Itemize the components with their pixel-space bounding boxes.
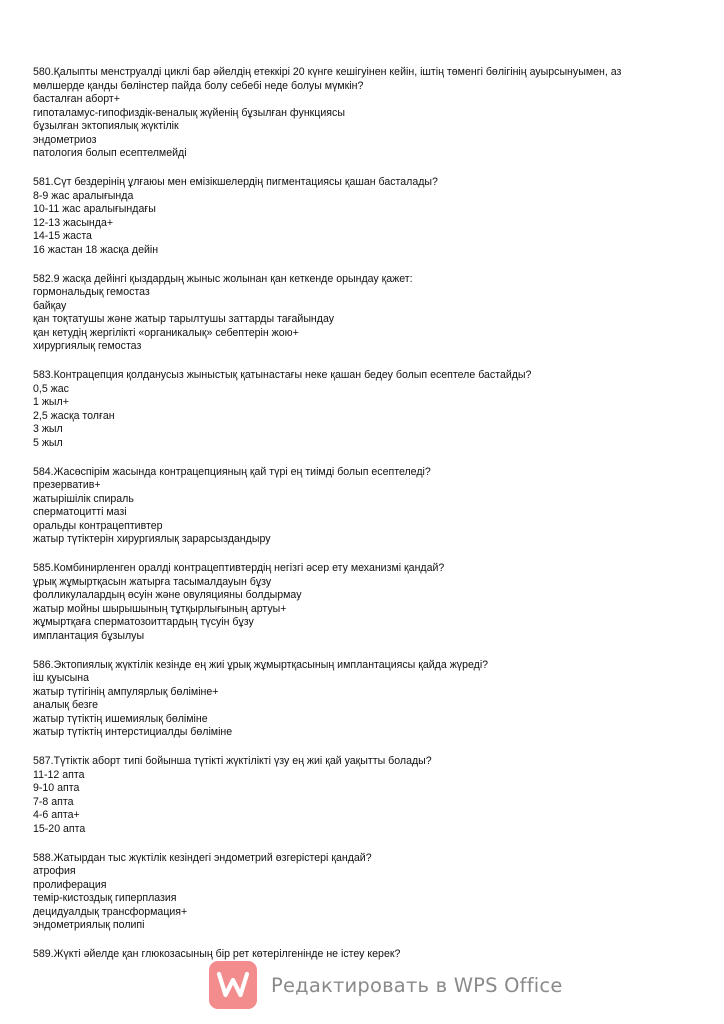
question-583 xyxy=(33,369,693,450)
answer-option: жатыр түтіктің интерстициалды бөлiмiне xyxy=(33,726,233,738)
answer-option: эндометриоз xyxy=(33,133,97,146)
answer-option: гормональдық гемостаз xyxy=(33,286,150,298)
question-text: 586.Эктопиялық жүктілік кезінде ең жиі ұрық жұмыртқасының имплантациясы қайда жүреді? xyxy=(33,658,489,671)
answer-option: пролиферация xyxy=(33,878,107,891)
question-text: 584.Жасөспірім жасында контрацепцияның қай түрі ең тиімді болып есептеледі? xyxy=(33,465,431,478)
question-582 xyxy=(33,273,693,354)
answer-option: оральды контрацептивтер xyxy=(33,519,163,532)
answer-option: 12-13 жасында+ xyxy=(33,216,114,229)
answer-option: іш қуысына xyxy=(33,672,89,684)
question-text: 582.9 жасқа дейінгі қыздардың жыныс жолынан қан кеткенде орындау қажет: xyxy=(33,272,413,285)
answer-option: 5 жыл xyxy=(33,436,63,449)
answer-option: бұзылған эктопиялық жүктілік xyxy=(33,120,179,132)
answer-option: басталған аборт+ xyxy=(33,93,120,105)
answer-option: 3 жыл xyxy=(33,423,63,435)
answer-option: децидуалдық трансформация+ xyxy=(33,905,188,918)
answer-option: презерватив+ xyxy=(33,479,101,491)
answer-option: сперматоцитті мазі xyxy=(33,506,127,518)
question-text: 588.Жатырдан тыс жүктілік кезіндегі эндометрий өзгерістері қандай? xyxy=(33,851,372,864)
question-588 xyxy=(33,852,693,933)
document-page xyxy=(33,66,693,977)
question-text-continued: мөлшерде қанды бөлінстер пайда болу себебі неде болуы мүмкін? xyxy=(33,79,364,92)
question-585 xyxy=(33,562,693,643)
answer-option: 4-6 апта+ xyxy=(33,809,80,821)
answer-option: аналық безге xyxy=(33,699,98,711)
answer-option: 16 жастан 18 жасқа дейін xyxy=(33,243,159,256)
question-589 xyxy=(33,948,693,962)
answer-option: хирургиялық гемостаз xyxy=(33,340,142,352)
answer-option: қан тоқтатушы және жатыр тарылтушы заттарды тағайындау xyxy=(33,313,335,325)
answer-option: фолликулалардың өсуін және овуляцияны болдырмау xyxy=(33,589,302,601)
question-584 xyxy=(33,466,693,547)
answer-option: жатыр түтігінің ампулярлық бөлiмiне+ xyxy=(33,685,219,698)
wps-edit-banner-label[interactable]: Редактировать в WPS Office xyxy=(271,973,563,997)
question-text: 583.Контрацепция қолданусыз жыныстық қатынастағы неке қашан бедеу болып есептеле бастайды? xyxy=(33,369,532,381)
answer-option: 8-9 жас аралығында xyxy=(33,189,134,202)
answer-option: ұрық жұмыртқасын жатырға тасымалдауын бұзу xyxy=(33,575,272,588)
wps-edit-banner[interactable] xyxy=(209,961,563,1009)
question-587 xyxy=(33,755,693,836)
question-text: 587.Түтіктік аборт типі бойынша түтікті жүктілікті үзу ең жиі қай уақытты болады? xyxy=(33,755,432,767)
answer-option: имплантация бұзылуы xyxy=(33,629,145,642)
answer-option: жатыр түтіктің ишемиялық бөлiмiне xyxy=(33,712,208,725)
answer-option: жатыр мойны шырышының тұтқырлығының артуы+ xyxy=(33,602,287,615)
answer-option: жатыр түтіктерін хирургиялық зарарсыздандыру xyxy=(33,533,271,545)
answer-option: атрофия xyxy=(33,865,76,877)
question-586 xyxy=(33,659,693,740)
answer-option: эндометриялық полипі xyxy=(33,919,145,931)
wps-logo-icon[interactable] xyxy=(209,961,257,1009)
question-text: 580.Қалыпты менструалді циклі бар әйелдің етеккірі 20 күнге кешігуінен кейін, іштің төменгі бөлігінің ауырсынуымен, аз xyxy=(33,66,622,78)
answer-option: 0,5 жас xyxy=(33,382,69,395)
answer-option: 2,5 жасқа толған xyxy=(33,409,115,422)
answer-option: 11-12 апта xyxy=(33,768,85,781)
answer-option: жатырішілік спираль xyxy=(33,492,134,505)
question-text: 589.Жүкті әйелде қан глюкозасының бір рет көтерілгенінде не істеу керек? xyxy=(33,948,401,960)
answer-option: 7-8 апта xyxy=(33,795,74,808)
question-581 xyxy=(33,176,693,257)
question-580 xyxy=(33,66,693,161)
answer-option: темір-кистоздық гиперплазия xyxy=(33,892,177,904)
answer-option: 14-15 жаста xyxy=(33,230,92,242)
answer-option: 9-10 апта xyxy=(33,782,80,794)
answer-option: патология болып есептелмейді xyxy=(33,147,187,159)
answer-option: 15-20 апта xyxy=(33,822,86,835)
answer-option: байқау xyxy=(33,299,67,312)
answer-option: жұмыртқаға сперматозоиттардың түсуін бұзу xyxy=(33,616,254,628)
question-text: 585.Комбинирленген оралді контрацептивтердің негізгі әсер ету механизмі қандай? xyxy=(33,562,445,574)
question-text: 581.Сүт бездерінің ұлғаюы мен емізікшелердің пигментациясы қашан басталады? xyxy=(33,176,438,188)
answer-option: қан кетудің жергілікті «органикалық» себептерін жою+ xyxy=(33,326,299,339)
answer-option: 1 жыл+ xyxy=(33,396,69,408)
answer-option: гипоталамус-гипофиздік-веналық жүйенің бұзылған функциясы xyxy=(33,106,345,119)
answer-option: 10-11 жас аралығындағы xyxy=(33,203,156,215)
